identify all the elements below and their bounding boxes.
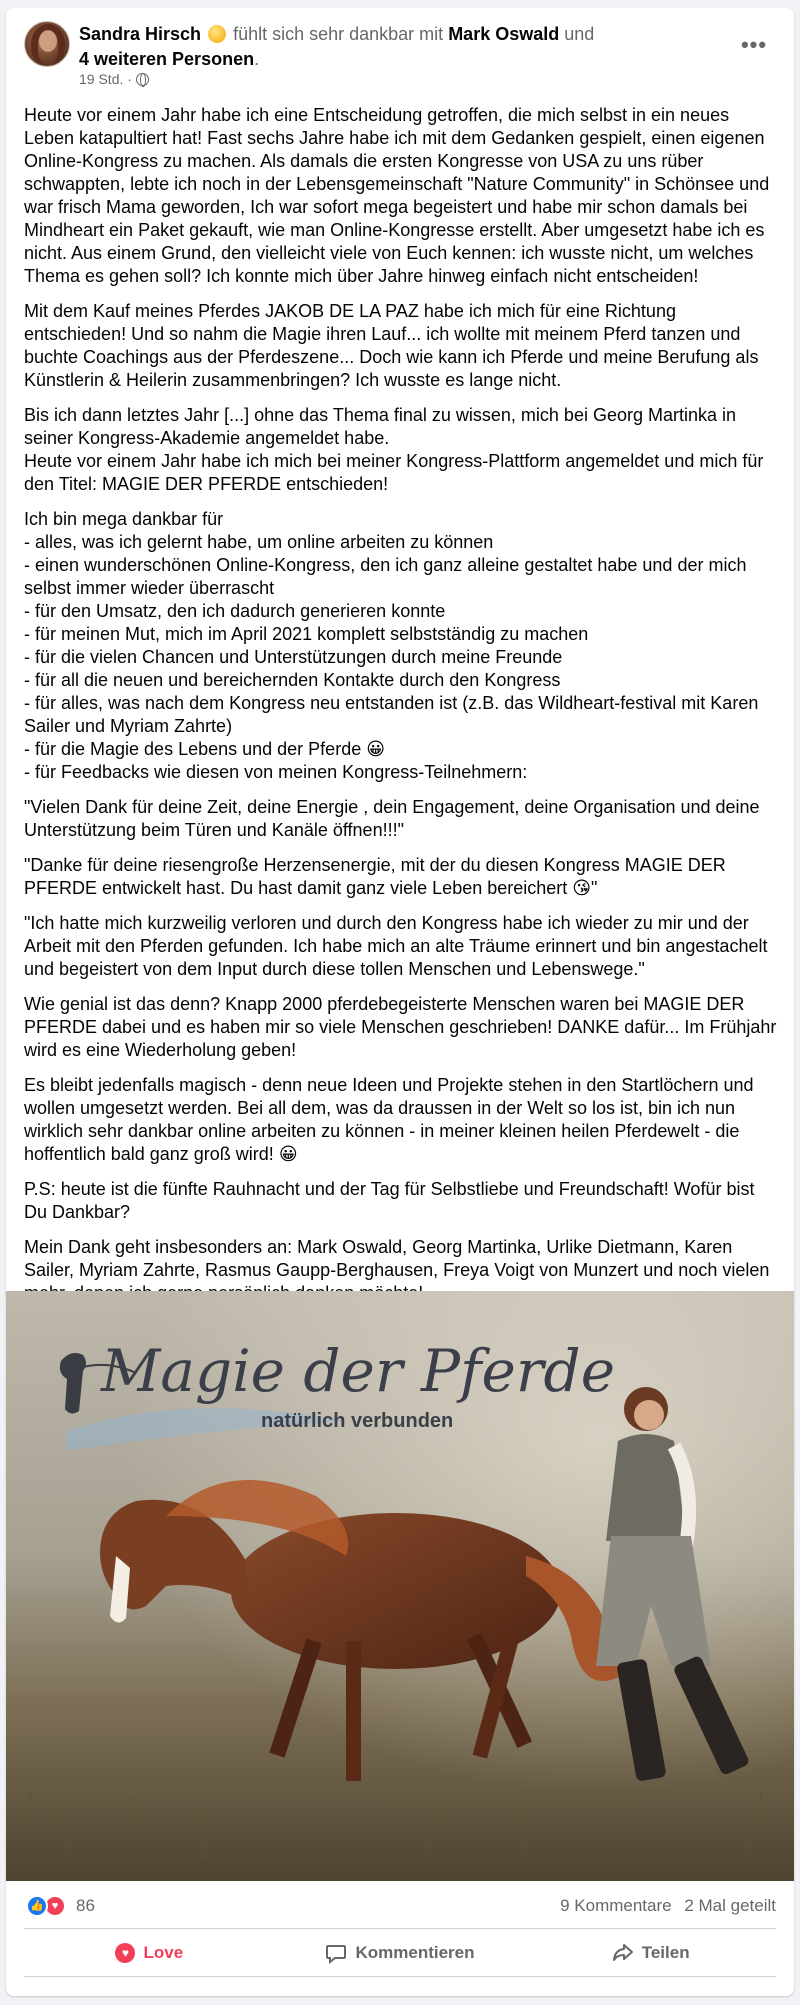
love-reaction-icon: ♥ bbox=[44, 1895, 66, 1917]
grateful-emoji-icon bbox=[208, 25, 226, 43]
more-options-icon[interactable]: ••• bbox=[740, 32, 768, 57]
post-card bbox=[6, 8, 794, 1996]
post-paragraph: "Danke für deine riesengroße Herzensenergie, mit der du diesen Kongress MAGIE DER PFERDE entwickelt hast. Du hast damit ganz viele Leben bereichert 😘" bbox=[24, 855, 726, 898]
reaction-icons[interactable] bbox=[26, 1895, 68, 1917]
post-author-line bbox=[79, 22, 719, 72]
globe-icon[interactable] bbox=[136, 73, 149, 86]
and-text: und bbox=[564, 24, 595, 44]
author-name[interactable]: Sandra Hirsch bbox=[79, 24, 202, 44]
share-button[interactable] bbox=[525, 1930, 776, 1976]
divider bbox=[24, 1928, 776, 1929]
post-image[interactable] bbox=[6, 1291, 794, 1881]
logo-script: Magie der Pferde bbox=[101, 1337, 616, 1405]
post-header bbox=[6, 8, 794, 92]
post-paragraph: Wie genial ist das denn? Knapp 2000 pferdebegeisterte Menschen waren bei MAGIE DER PFERDE dabei und es haben mir so viele Menschen geschrieben! DANKE dafür... Im Frühjahr wird es eine Wiederholung geben! bbox=[24, 994, 777, 1060]
comment-label: Kommentieren bbox=[355, 1943, 475, 1962]
comment-icon bbox=[325, 1942, 347, 1964]
others-suffix: . bbox=[254, 49, 260, 69]
share-icon bbox=[612, 1942, 634, 1964]
heart-icon: ♥ bbox=[115, 1943, 135, 1963]
post-paragraph: Ich bin mega dankbar für - alles, was ich gelernt habe, um online arbeiten zu können - einen wunderschönen Online-Kongress, den ich ganz alleine gestaltet habe und der mich selbst immer wieder überrascht - für den Umsatz, den ich dadurch generieren konnte - für meinen Mut, mich im April 2021 komplett selbstständig zu machen - für die vielen Chancen und Unterstützungen durch meine Freunde - für all die neuen und bereichernden Kontakte durch den Kongress - für alles, was nach dem Kongress neu entstanden ist (z.B. das Wildheart-festival mit Karen Sailer und Myriam Zahrte) - für die Magie des Lebens und der Pferde 😀 - für Feedbacks wie diesen von meinen Kongress-Teilnehmern: bbox=[24, 509, 759, 782]
like-reaction-icon: 👍 bbox=[26, 1895, 48, 1917]
post-meta bbox=[79, 70, 149, 88]
meta-separator: · bbox=[127, 71, 132, 87]
post-paragraph: Es bleibt jedenfalls magisch - denn neue Ideen und Projekte stehen in den Startlöchern und wollen umgesetzt werden. Bei all dem, was da draussen in der Welt so los ist, bin ich nun wirklich sehr dankbar online arbeiten zu können - in meiner kleinen heilen Pferdewelt - die hoffentlich bald ganz groß wird! 😀 bbox=[24, 1075, 754, 1164]
love-button[interactable] bbox=[24, 1930, 275, 1976]
share-label: Teilen bbox=[641, 1943, 690, 1962]
post-paragraph: Bis ich dann letztes Jahr [...] ohne das Thema final zu wissen, mich bei Georg Martinka in seiner Kongress-Akademie angemeldet habe. Heute vor einem Jahr habe ich mich bei meiner Kongress-Plattform angemeldet und mich für den Titel: MAGIE DER PFERDE entschieden! bbox=[24, 405, 764, 494]
tagged-person[interactable]: Mark Oswald bbox=[448, 24, 560, 44]
love-label: Love bbox=[143, 1943, 184, 1962]
action-bar bbox=[24, 1930, 776, 1976]
post-paragraph: Mein Dank geht insbesonders an: Mark Oswald, Georg Martinka, Urlike Dietmann, Karen Sailer, Myriam Zahrte, Rasmus Gaupp-Berghausen, Freya Voigt von Munzert und noch vielen bbox=[24, 1237, 770, 1280]
comment-button[interactable] bbox=[275, 1930, 526, 1976]
logo-tagline: natürlich verbunden bbox=[261, 1410, 454, 1432]
engagement-stats bbox=[552, 1896, 776, 1916]
post-paragraph: Mit dem Kauf meines Pferdes JAKOB DE LA PAZ habe ich mich für eine Richtung entschieden! Und so nahm die Magie ihren Lauf... ich wollte mit meinem Pferd tanzen und buchte Coachings aus der Pferdeszene... Doch wie kann ich Pferde und meine Berufung als Künstlerin & Heilerin zusammenbringen? Ich wusste es lange nicht. bbox=[24, 301, 759, 390]
tagged-others[interactable]: 4 weiteren Personen bbox=[79, 49, 255, 69]
shares-count[interactable]: 2 Mal geteilt bbox=[684, 1896, 776, 1915]
post-paragraph: "Vielen Dank für deine Zeit, deine Energie , dein Engagement, deine Organisation und deine Unterstützung beim Türen und Kanäle öffnen!!!" bbox=[24, 797, 760, 840]
avatar[interactable] bbox=[24, 21, 70, 67]
post-paragraph: Heute vor einem Jahr habe ich eine Entscheidung getroffen, die mich selbst in ein neues Leben katapultiert hat! Fast sechs Jahre habe ich mit dem Gedanken gespielt, einen eigenen Online-Kongress zu machen. Als damals die ersten Kongresse von USA zu uns rüber schwappten, lebte ich noch in der Lebensgemeinschaft "Nature Community" in Schönsee und war frisch Mama geworden, Ich war sofort mega begeistert und habe mir schon damals bei Mindheart ein Paket gekauft, wie man Online-Kongresse erstellt. Aber umgesetzt habe ich es nicht. Aus einem Grund, den vielleicht viele von Euch kennen: ich wusste nicht, um welches Thema es gehen soll? Ich konnte mich über Jahre hinweg einfach nicht entscheiden! bbox=[24, 105, 770, 286]
comments-count[interactable]: 9 Kommentare bbox=[560, 1896, 672, 1915]
divider bbox=[24, 1976, 776, 1977]
post-paragraph: P.S: heute ist die fünfte Rauhnacht und der Tag für Selbstliebe und Freundschaft! Wofür bist Du Dankbar? bbox=[24, 1179, 755, 1222]
post-body bbox=[24, 104, 782, 1317]
timestamp[interactable]: 19 Std. bbox=[79, 71, 124, 87]
feeling-text: fühlt sich sehr dankbar mit bbox=[233, 24, 444, 44]
post-paragraph: "Ich hatte mich kurzweilig verloren und durch den Kongress habe ich wieder zu mir und der Arbeit mit den Pferden gefunden. Ich habe mich an alte Träume erinnert und bin angestachelt und begeistert von dem Input durch diese tollen Menschen und Lebenswege." bbox=[24, 913, 768, 979]
reactions-bar bbox=[6, 1881, 794, 1927]
reaction-count[interactable]: 86 bbox=[76, 1896, 95, 1915]
